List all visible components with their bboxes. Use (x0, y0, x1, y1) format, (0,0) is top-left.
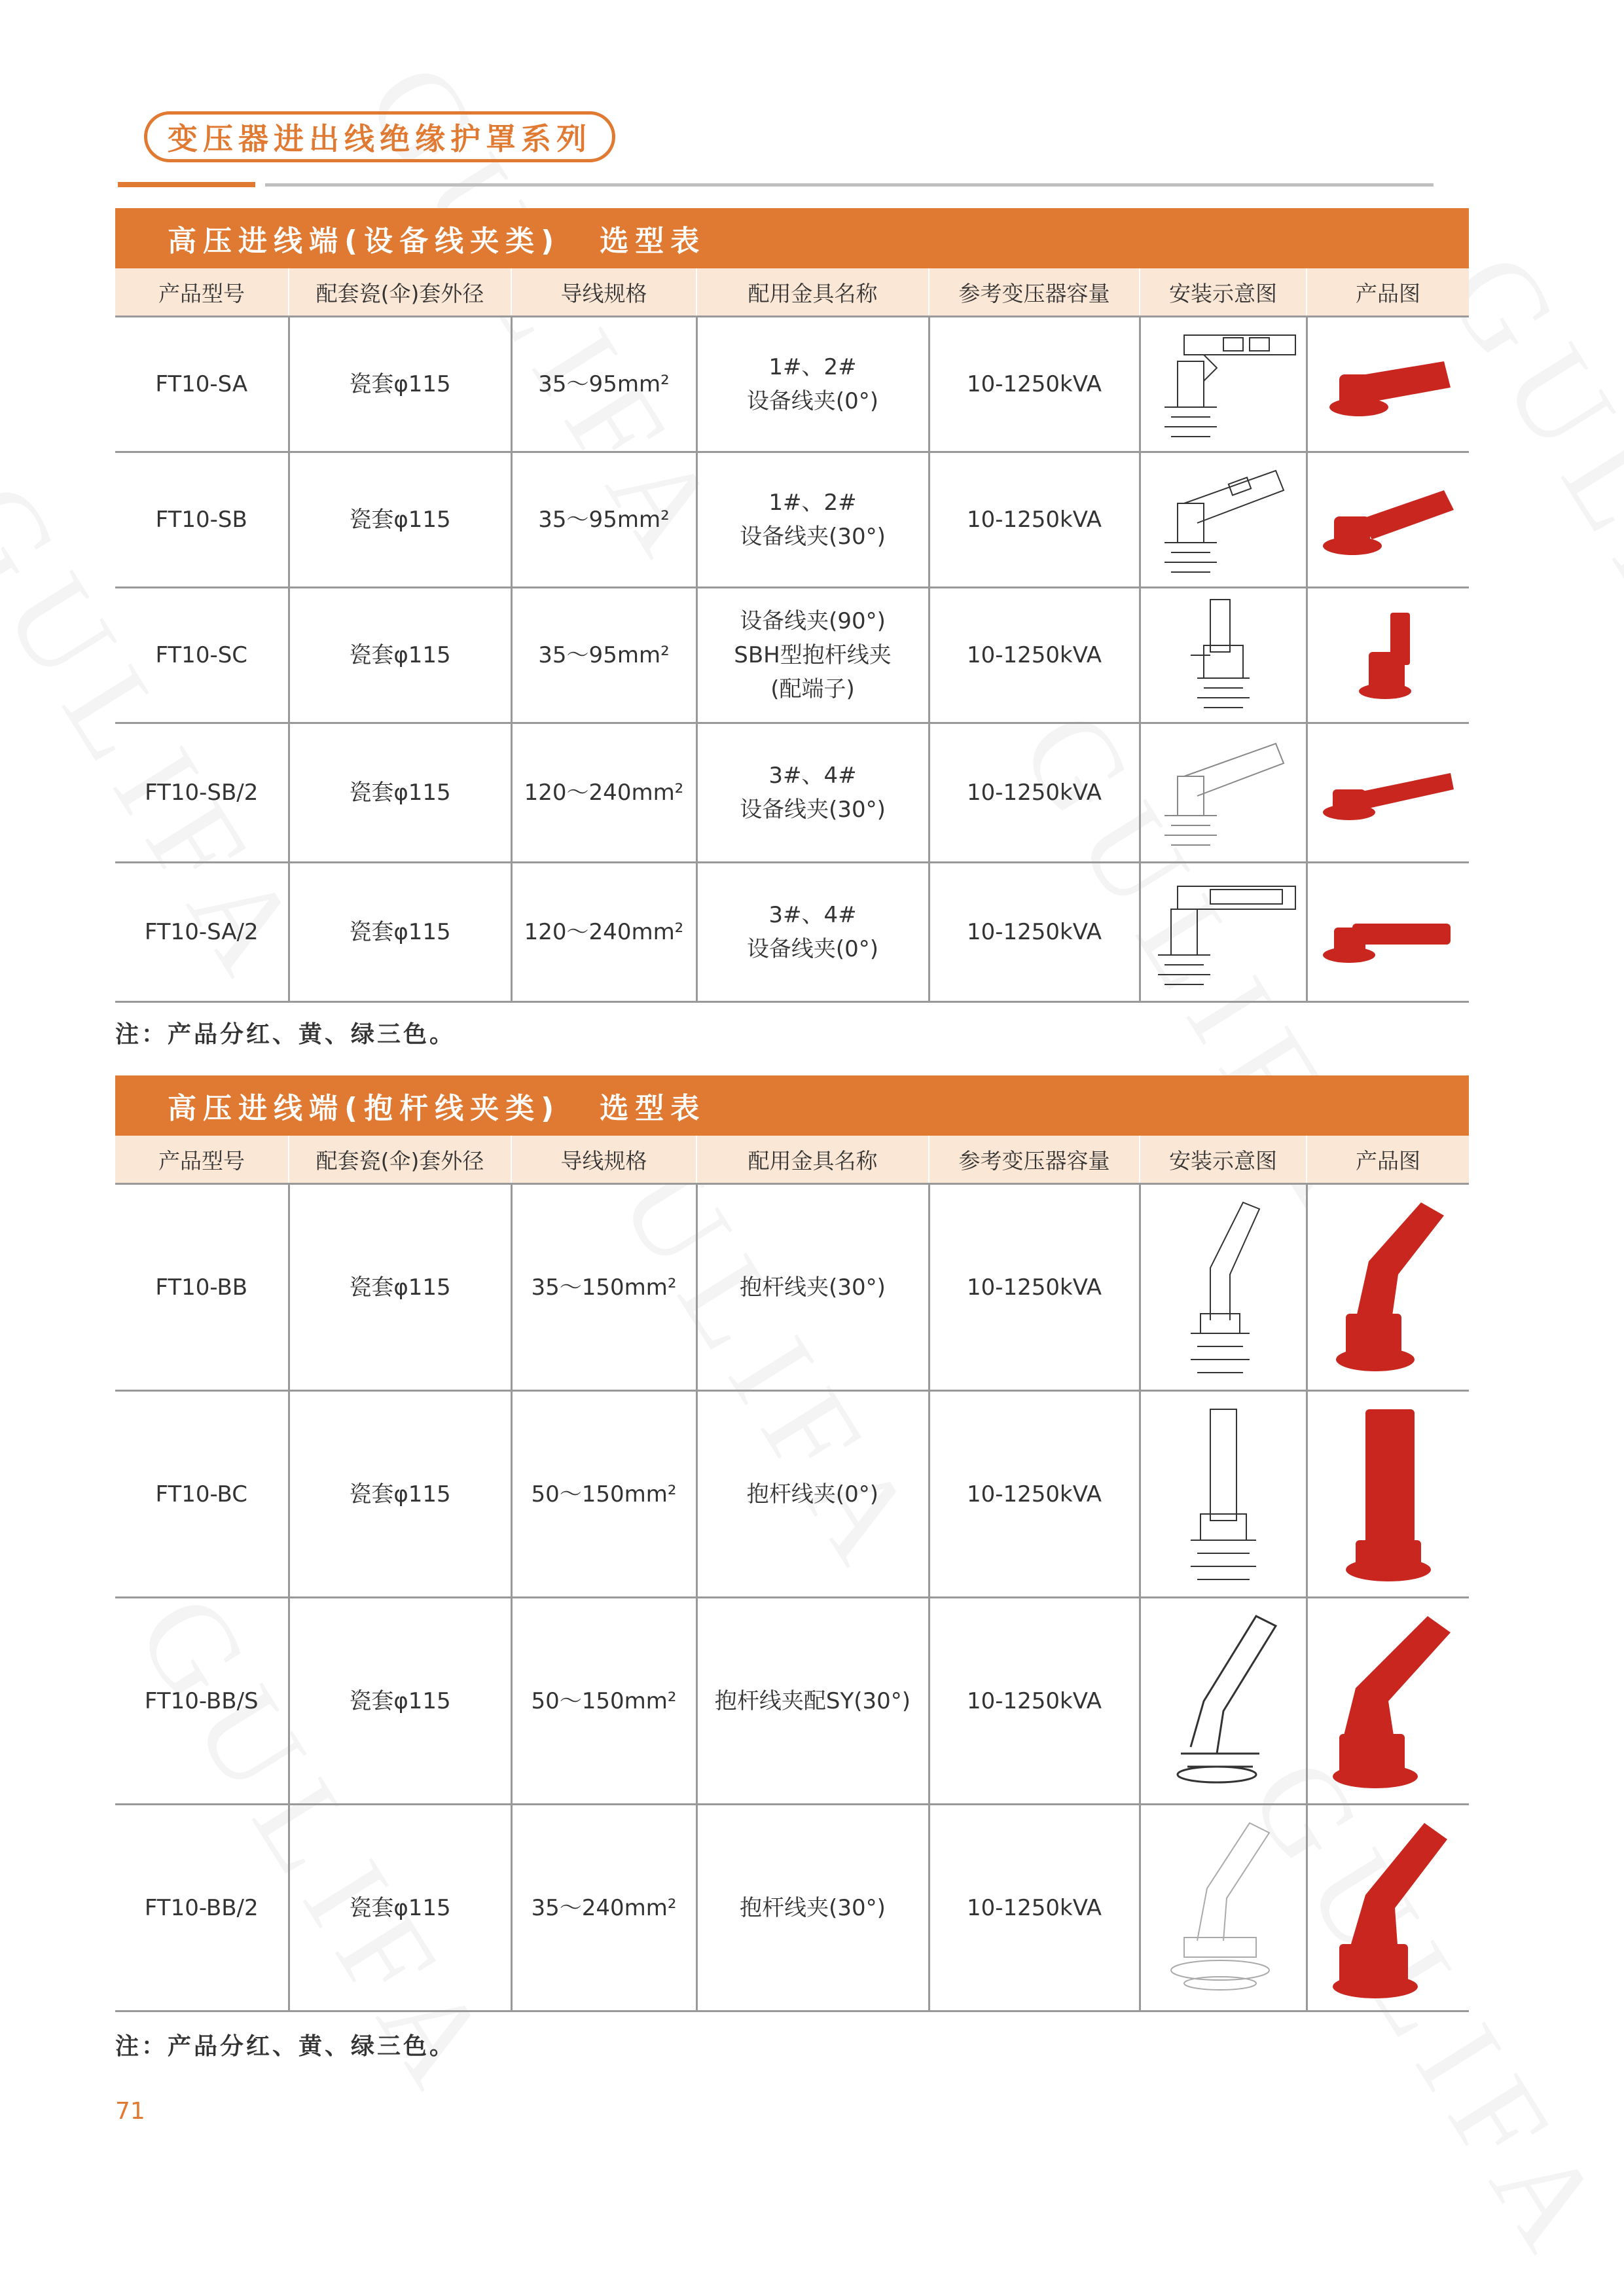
product-image (1307, 1805, 1469, 2011)
product-image (1307, 588, 1469, 723)
bushing-cell: 瓷套φ115 (289, 1805, 511, 2011)
wire-cell: 35～150mm² (511, 1184, 696, 1391)
model-cell: FT10-BC (115, 1391, 289, 1598)
fitting-cell: 抱杆线夹(30°) (696, 1184, 929, 1391)
model-cell: FT10-SB/2 (115, 723, 289, 863)
capacity-cell: 10-1250kVA (929, 723, 1140, 863)
column-header: 配用金具名称 (696, 1136, 929, 1184)
bushing-cell: 瓷套φ115 (289, 317, 511, 452)
section-header (115, 208, 1469, 268)
bushing-cell: 瓷套φ115 (289, 452, 511, 588)
fitting-cell: 3#、4# 设备线夹(30°) (696, 723, 929, 863)
table-row (115, 1184, 1469, 1391)
fitting-cell: 3#、4# 设备线夹(0°) (696, 863, 929, 1002)
capacity-cell: 10-1250kVA (929, 588, 1140, 723)
column-header: 产品图 (1307, 268, 1469, 317)
section-subtitle: 选型表 (600, 1092, 706, 1125)
table-row (115, 317, 1469, 452)
wire-cell: 120～240mm² (511, 723, 696, 863)
table-row (115, 863, 1469, 1002)
selection-table (115, 268, 1469, 1003)
model-cell: FT10-BB/S (115, 1598, 289, 1805)
table-row (115, 1805, 1469, 2011)
bushing-cell: 瓷套φ115 (289, 723, 511, 863)
product-image (1307, 723, 1469, 863)
product-image (1307, 863, 1469, 1002)
model-cell: FT10-BB/2 (115, 1805, 289, 2011)
table-header-row (115, 268, 1469, 317)
capacity-cell: 10-1250kVA (929, 1391, 1140, 1598)
product-image (1307, 1598, 1469, 1805)
section-device-clamp (115, 208, 1469, 1003)
page-title-text: 变压器进出线绝缘护罩系列 (168, 121, 592, 156)
column-header: 参考变压器容量 (929, 1136, 1140, 1184)
table-row (115, 723, 1469, 863)
table-row (115, 1598, 1469, 1805)
column-header: 配套瓷(伞)套外径 (289, 1136, 511, 1184)
installation-diagram (1140, 452, 1307, 588)
section-subtitle: 选型表 (600, 225, 706, 258)
product-image (1307, 317, 1469, 452)
capacity-cell: 10-1250kVA (929, 863, 1140, 1002)
column-header: 产品型号 (115, 1136, 289, 1184)
wire-cell: 35～240mm² (511, 1805, 696, 2011)
model-cell: FT10-SA/2 (115, 863, 289, 1002)
fitting-cell: 抱杆线夹(0°) (696, 1391, 929, 1598)
table-header-row (115, 1136, 1469, 1184)
column-header: 产品图 (1307, 1136, 1469, 1184)
section-title: 高压进线端(抱杆线夹类) (168, 1092, 561, 1125)
fitting-cell: 设备线夹(90°) SBH型抱杆线夹 (配端子) (696, 588, 929, 723)
bushing-cell: 瓷套φ115 (289, 863, 511, 1002)
section-header (115, 1075, 1469, 1136)
bushing-cell: 瓷套φ115 (289, 1391, 511, 1598)
installation-diagram (1140, 1805, 1307, 2011)
note: 注：产品分红、黄、绿三色。 (115, 2033, 456, 2060)
page-title (144, 111, 615, 162)
installation-diagram (1140, 588, 1307, 723)
column-header: 导线规格 (511, 268, 696, 317)
product-image (1307, 452, 1469, 588)
note: 注：产品分红、黄、绿三色。 (115, 1021, 456, 1048)
column-header: 配套瓷(伞)套外径 (289, 268, 511, 317)
capacity-cell: 10-1250kVA (929, 452, 1140, 588)
fitting-cell: 1#、2# 设备线夹(30°) (696, 452, 929, 588)
table-row (115, 588, 1469, 723)
title-rule (265, 183, 1434, 187)
wire-cell: 120～240mm² (511, 863, 696, 1002)
selection-table (115, 1136, 1469, 2012)
model-cell: FT10-BB (115, 1184, 289, 1391)
installation-diagram (1140, 317, 1307, 452)
column-header: 安装示意图 (1140, 1136, 1307, 1184)
section-pole-clamp (115, 1075, 1469, 2012)
capacity-cell: 10-1250kVA (929, 1805, 1140, 2011)
table-row (115, 452, 1469, 588)
column-header: 产品型号 (115, 268, 289, 317)
capacity-cell: 10-1250kVA (929, 1598, 1140, 1805)
wire-cell: 50～150mm² (511, 1598, 696, 1805)
section-title: 高压进线端(设备线夹类) (168, 225, 561, 258)
wire-cell: 50～150mm² (511, 1391, 696, 1598)
column-header: 配用金具名称 (696, 268, 929, 317)
bushing-cell: 瓷套φ115 (289, 588, 511, 723)
model-cell: FT10-SC (115, 588, 289, 723)
column-header: 安装示意图 (1140, 268, 1307, 317)
wire-cell: 35～95mm² (511, 452, 696, 588)
fitting-cell: 抱杆线夹(30°) (696, 1805, 929, 2011)
model-cell: FT10-SA (115, 317, 289, 452)
wire-cell: 35～95mm² (511, 588, 696, 723)
installation-diagram (1140, 723, 1307, 863)
installation-diagram (1140, 1184, 1307, 1391)
bushing-cell: 瓷套φ115 (289, 1598, 511, 1805)
installation-diagram (1140, 1391, 1307, 1598)
column-header: 参考变压器容量 (929, 268, 1140, 317)
table-row (115, 1391, 1469, 1598)
title-rule-accent (118, 182, 255, 187)
installation-diagram (1140, 1598, 1307, 1805)
page-number: 71 (115, 2098, 145, 2125)
bushing-cell: 瓷套φ115 (289, 1184, 511, 1391)
wire-cell: 35～95mm² (511, 317, 696, 452)
fitting-cell: 抱杆线夹配SY(30°) (696, 1598, 929, 1805)
product-image (1307, 1184, 1469, 1391)
capacity-cell: 10-1250kVA (929, 317, 1140, 452)
model-cell: FT10-SB (115, 452, 289, 588)
column-header: 导线规格 (511, 1136, 696, 1184)
product-image (1307, 1391, 1469, 1598)
capacity-cell: 10-1250kVA (929, 1184, 1140, 1391)
fitting-cell: 1#、2# 设备线夹(0°) (696, 317, 929, 452)
installation-diagram (1140, 863, 1307, 1002)
